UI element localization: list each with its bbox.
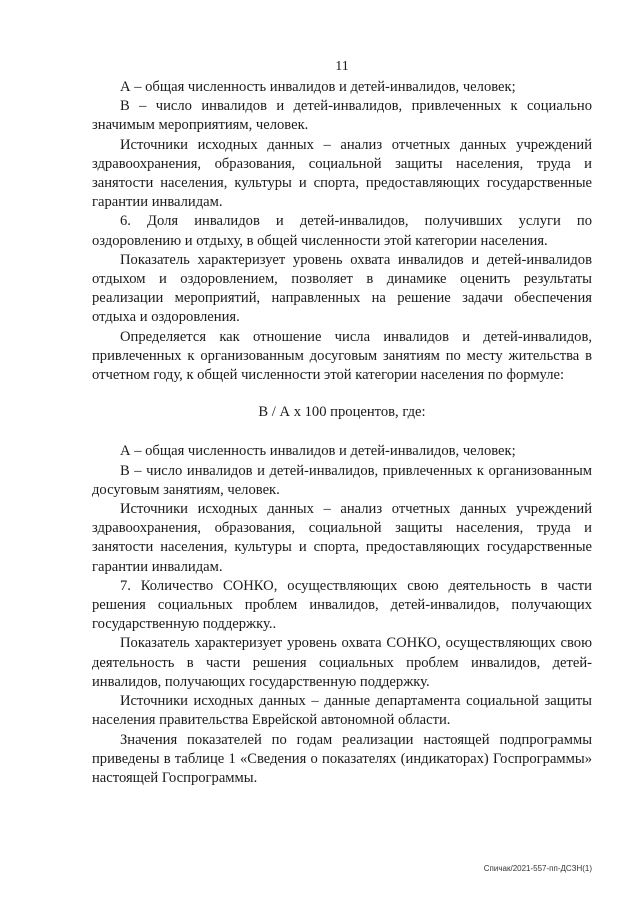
paragraph-indicator-6: 6. Доля инвалидов и детей-инвалидов, получивших услуги по оздоровлению и отдыху, в общей численности этой категории населения. <box>92 213 592 249</box>
document-footer-code: Спичак/2021-557-пп-ДСЗН(1) <box>483 864 592 873</box>
paragraph-indicator-6-definition: Определяется как отношение числа инвалидов и детей-инвалидов, привлеченных к организованным досуговым занятиям по месту жительства в отчетном году, к общей численности этой категории населения по формуле: <box>92 328 592 384</box>
paragraph-b-definition-2: В – число инвалидов и детей-инвалидов, привлеченных к организованным досуговым занятиям, человек. <box>92 462 592 498</box>
paragraph-a-definition-2: А – общая численность инвалидов и детей-инвалидов, человек; <box>120 443 516 460</box>
paragraph-indicator-7: 7. Количество СОНКО, осуществляющих свою деятельность в части решения социальных проблем инвалидов, детей-инвалидов, получающих государственную поддержку.. <box>92 577 592 633</box>
paragraph-indicator-7-description: Показатель характеризует уровень охвата СОНКО, осуществляющих свою деятельность в части решения социальных проблем инвалидов, детей-инвалидов, получающих государственную поддержку. <box>92 635 592 690</box>
page-number: 11 <box>335 59 349 74</box>
paragraph-a-definition-1: А – общая численность инвалидов и детей-инвалидов, человек; <box>120 79 516 95</box>
paragraph-indicator-values: Значения показателей по годам реализации настоящей подпрограммы приведены в таблице 1 «Сведения о показателях (индикаторах) Госпрограммы» настоящей Госпрограммы. <box>92 731 592 786</box>
paragraph-indicator-6-description: Показатель характеризует уровень охвата инвалидов и детей-инвалидов отдыхом и оздоровлением, позволяет в динамике оценить результаты реализации мероприятий, направленных на решение задачи обеспечения отдыха и оздоровления. <box>92 251 592 326</box>
paragraph-data-sources-3: Источники исходных данных – данные департамента социальной защиты населения правительства Еврейской автономной области. <box>92 693 592 729</box>
formula: В / А х 100 процентов, где: <box>258 404 426 421</box>
paragraph-data-sources-1: Источники исходных данных – анализ отчетных данных учреждений здравоохранения, образования, социальной защиты населения, труда и занятости населения, культуры и спорта, предоставляющих государственные гарантии инвалидам. <box>92 136 592 211</box>
paragraph-b-definition-1: В – число инвалидов и детей-инвалидов, привлеченных к социально значимым мероприятиям, человек. <box>92 98 592 134</box>
paragraph-data-sources-2: Источники исходных данных – анализ отчетных данных учреждений здравоохранения, образования, социальной защиты населения, труда и занятости населения, культуры и спорта, предоставляющих государственные гарантии инвалидам. <box>92 501 592 575</box>
document-page <box>92 58 592 788</box>
